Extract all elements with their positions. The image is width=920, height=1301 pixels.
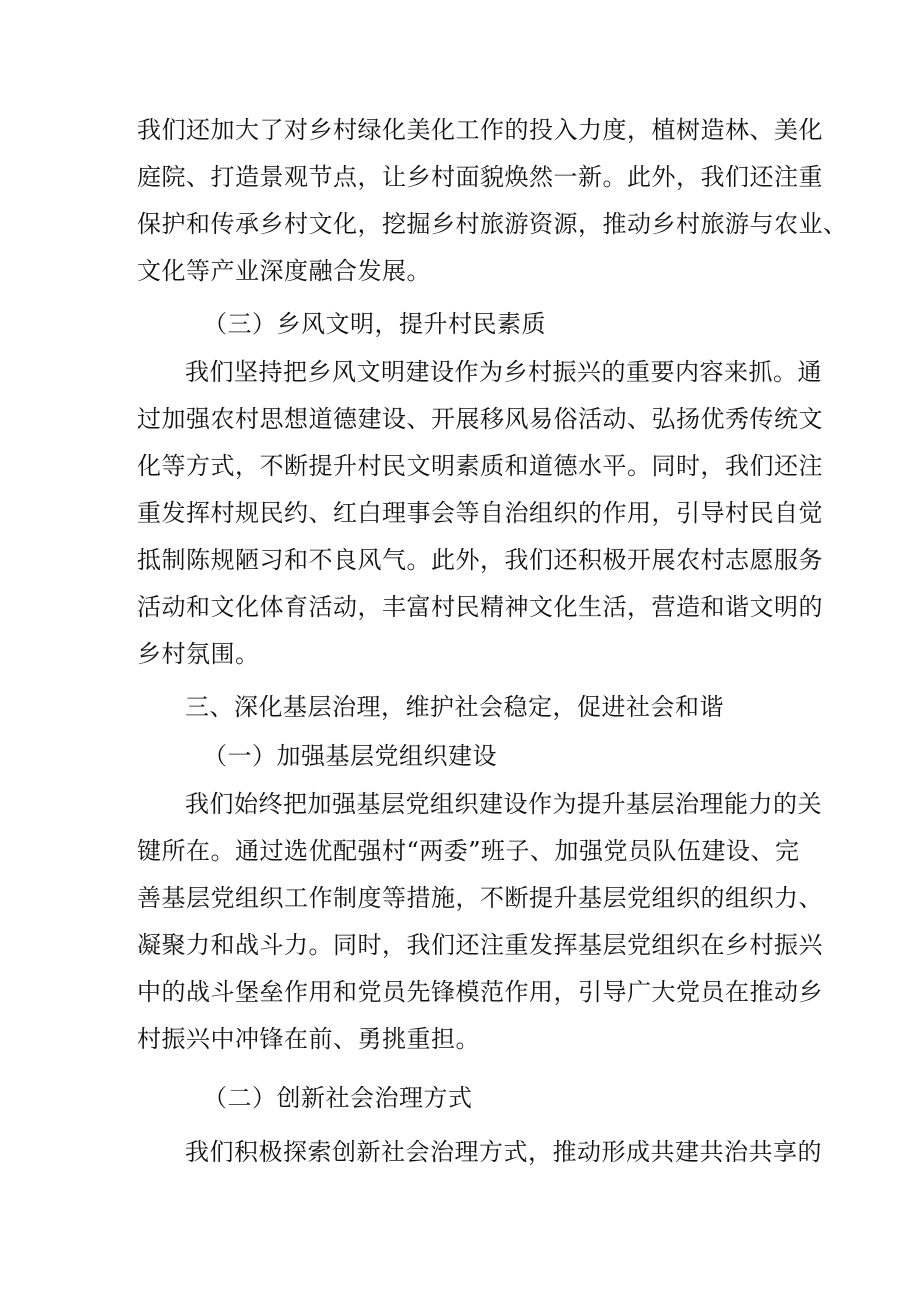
section-heading-governance: 三、深化基层治理，维护社会稳定，促进社会和谐 — [185, 693, 724, 721]
text-line: 凝聚力和战斗力。同时，我们还注重发挥基层党组织在乡村振兴 — [137, 931, 823, 959]
text-line: 保护和传承乡村文化，挖掘乡村旅游资源，推动乡村旅游与农业、 — [137, 210, 848, 238]
subheading-civility: （三）乡风文明，提升村民素质 — [203, 310, 546, 338]
text-line: 中的战斗堡垒作用和党员先锋模范作用，引导广大党员在推动乡 — [137, 978, 823, 1006]
text-line: 过加强农村思想道德建设、开展移风易俗活动、弘扬优秀传统文 — [137, 405, 823, 433]
text-line: 活动和文化体育活动，丰富村民精神文化生活，营造和谐文明的 — [137, 593, 823, 621]
text-line: 抵制陈规陋习和不良风气。此外，我们还积极开展农村志愿服务 — [137, 546, 823, 574]
text-line: 我们坚持把乡风文明建设作为乡村振兴的重要内容来抓。通 — [185, 358, 822, 386]
subheading-social-governance: （二）创新社会治理方式 — [203, 1084, 473, 1112]
text-line: 善基层党组织工作制度等措施，不断提升基层党组织的组织力、 — [137, 884, 823, 912]
text-line: 我们始终把加强基层党组织建设作为提升基层治理能力的关 — [185, 790, 822, 818]
text-line: 我们还加大了对乡村绿化美化工作的投入力度，植树造林、美化 — [137, 116, 823, 144]
text-line: 村振兴中冲锋在前、勇挑重担。 — [137, 1025, 480, 1053]
text-line: 乡村氛围。 — [137, 640, 260, 668]
text-line: 文化等产业深度融合发展。 — [137, 257, 431, 285]
text-line: 化等方式，不断提升村民文明素质和道德水平。同时，我们还注 — [137, 452, 823, 480]
text-line: 重发挥村规民约、红白理事会等自治组织的作用，引导村民自觉 — [137, 499, 823, 527]
text-line: 我们积极探索创新社会治理方式，推动形成共建共治共享的 — [185, 1138, 822, 1166]
text-line: 庭院、打造景观节点，让乡村面貌焕然一新。此外，我们还注重 — [137, 163, 823, 191]
subheading-party-building: （一）加强基层党组织建设 — [203, 742, 497, 770]
text-line: 键所在。通过选优配强村“两委”班子、加强党员队伍建设、完 — [137, 837, 800, 865]
